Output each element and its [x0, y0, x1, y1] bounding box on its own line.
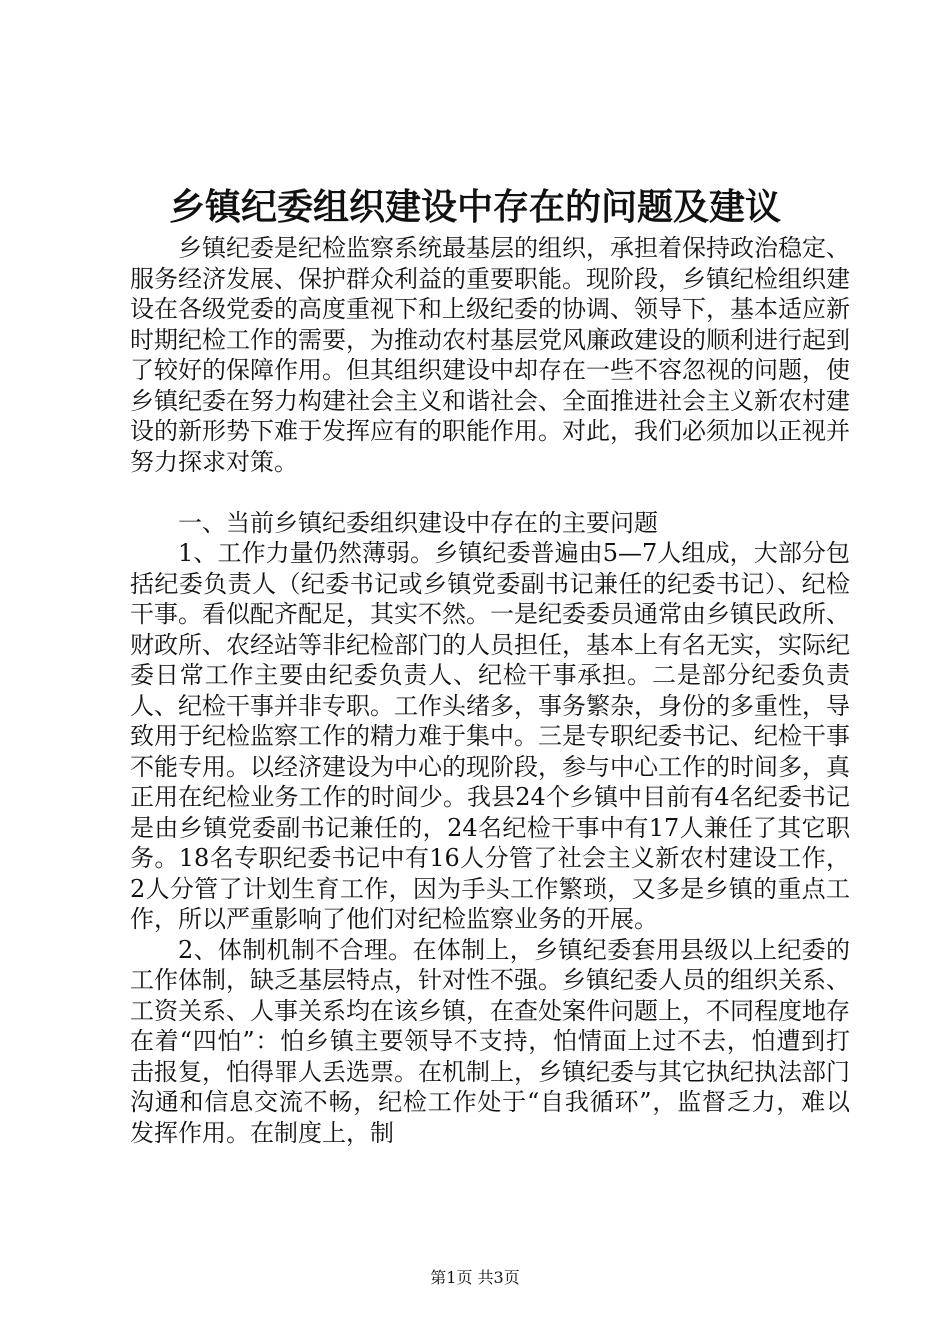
- paragraph-point-1: 1、工作力量仍然薄弱。乡镇纪委普遍由5—7人组成，大部分包括纪委负责人（纪委书记或乡镇党委副书记兼任的纪委书记）、纪检干事。看似配齐配足，其实不然。一是纪委委员通常由乡镇民政所、财政所、农经站等非纪检部门的人员担任，基本上有名无实，实际纪委日常工作主要由纪委负责人、纪检干事承担。二是部分纪委负责人、纪检干事并非专职。工作头绪多，事务繁杂，身份的多重性，导致用于纪检监察工作的精力难于集中。三是专职纪委书记、纪检干事不能专用。以经济建设为中心的现阶段，参与中心工作的时间多，真正用在纪检业务工作的时间少。我县24个乡镇中目前有4名纪委书记是由乡镇党委副书记兼任的，24名纪检干事中有17人兼任了其它职务。18名专职纪委书记中有16人分管了社会主义新农村建设工作，2人分管了计划生育工作，因为手头工作繁琐，又多是乡镇的重点工作，所以严重影响了他们对纪检监察业务的开展。: [130, 539, 850, 933]
- page-footer: 第1页 共3页: [430, 1268, 520, 1287]
- section-heading: 一、当前乡镇纪委组织建设中存在的主要问题: [178, 508, 658, 537]
- paragraph-point-2: 2、体制机制不合理。在体制上，乡镇纪委套用县级以上纪委的工作体制，缺乏基层特点，针对性不强。乡镇纪委人员的组织关系、工资关系、人事关系均在该乡镇，在查处案件问题上，不同程度地存在着“四怕”：怕乡镇主要领导不支持，怕情面上过不去，怕遭到打击报复，怕得罪人丢选票。在机制上，乡镇纪委与其它执纪执法部门沟通和信息交流不畅，纪检工作处于“自我循环”，监督乏力，难以发挥作用。在制度上，制: [130, 935, 850, 1147]
- intro-paragraph: 乡镇纪委是纪检监察系统最基层的组织，承担着保持政治稳定、服务经济发展、保护群众利益的重要职能。现阶段，乡镇纪检组织建设在各级党委的高度重视下和上级纪委的协调、领导下，基本适应新时期纪检工作的需要，为推动农村基层党风廉政建设的顺利进行起到了较好的保障作用。但其组织建设中却存在一些不容忽视的问题，使乡镇纪委在努力构建社会主义和谐社会、全面推进社会主义新农村建设的新形势下难于发挥应有的职能作用。对此，我们必须加以正视并努力探求对策。: [130, 234, 850, 476]
- document-title: 乡镇纪委组织建设中存在的问题及建议: [168, 186, 781, 228]
- document-body: [130, 233, 850, 1148]
